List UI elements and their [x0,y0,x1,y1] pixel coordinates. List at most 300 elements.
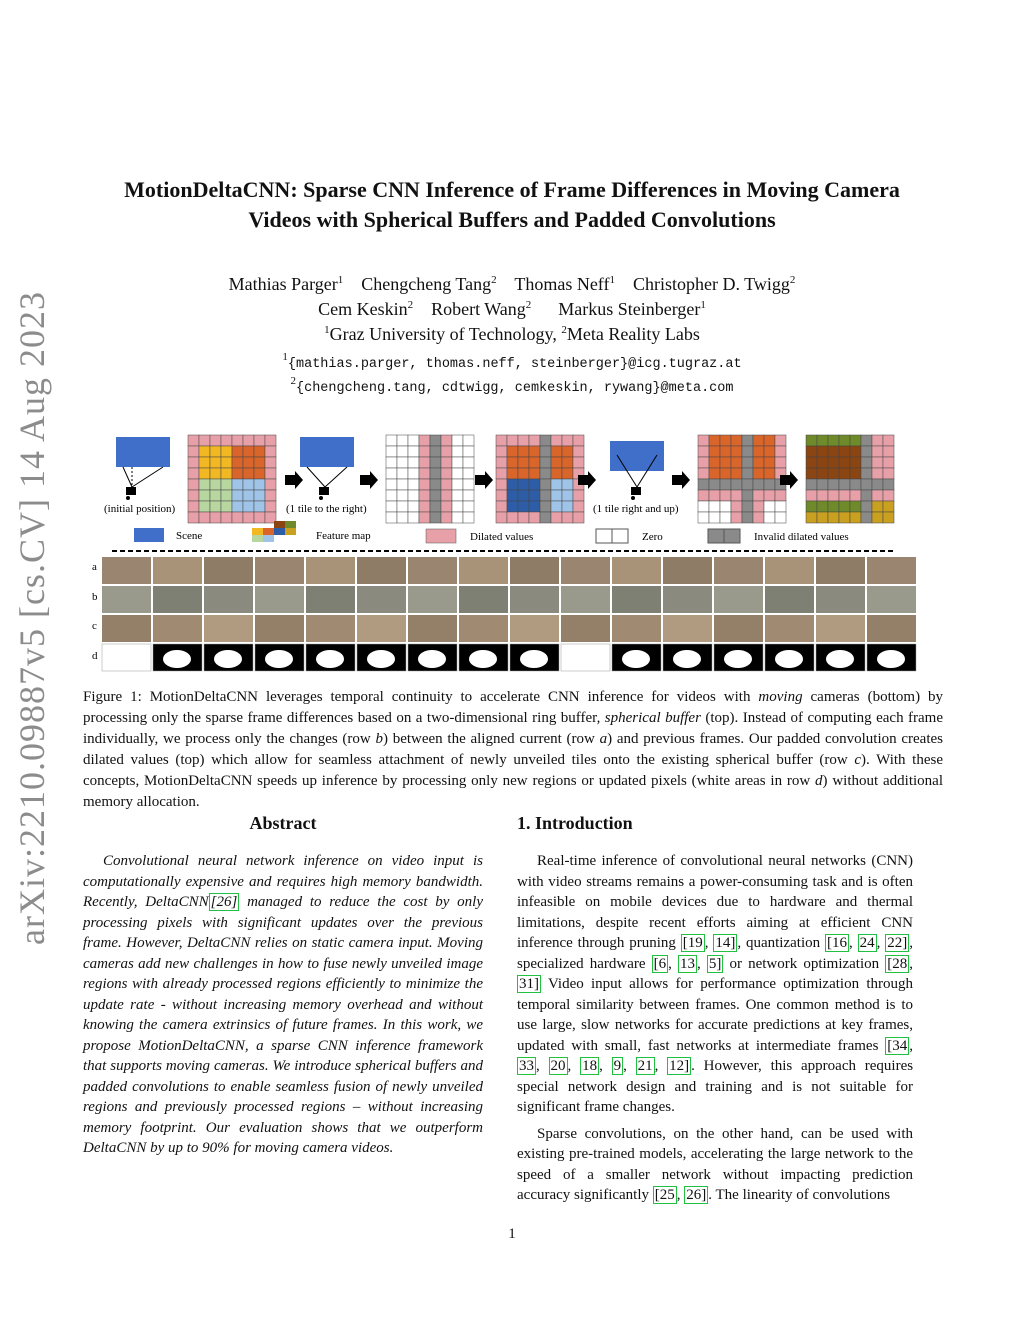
grid-cell [753,490,764,501]
grid-cell [828,479,839,490]
grid-cell [753,446,764,457]
grid-cell [188,446,199,457]
grid-cell [254,479,265,490]
figure-1 [90,425,920,675]
grid-cell [441,490,452,501]
author-sup: 1 [337,274,344,286]
grid-cell [386,501,397,512]
grid-cell [850,512,861,523]
author: Chengcheng Tang [361,274,492,294]
grid-cell [397,435,408,446]
grid-cell [210,479,221,490]
grid-cell [839,435,850,446]
grid-cell [232,512,243,523]
citation-link[interactable]: [34 [887,1037,908,1054]
grid-cell [188,490,199,501]
grid-cell [210,512,221,523]
grid-cell [529,468,540,479]
video-frame [714,586,763,613]
grid-cell [573,446,584,457]
grid-cell [199,435,210,446]
grid-cell [232,490,243,501]
grid-cell [518,490,529,501]
author-sup: 2 [789,274,796,286]
grid-cell [441,479,452,490]
video-frame [153,586,202,613]
grid-cell [452,479,463,490]
author: Markus Steinberger [558,299,701,319]
grid-cell [775,512,786,523]
label-initial: (initial position) [104,503,176,515]
video-frame [510,615,559,642]
citation-link[interactable]: 24 [859,935,875,951]
grid-cell [397,512,408,523]
grid-cell [265,490,276,501]
grid-cell [562,479,573,490]
abstract-text: managed to reduce the cost by only processing pixels with significant updates over the previous frame. However, DeltaCNN relies on static camera input. Moving cameras add new challenges in how to fuse newly unveiled image regions with already processed regions efficiently to minimize the update rate - without increasing memory overhead and without knowing the camera extrinsics of future frames. In this work, we propose MotionDeltaCNN, a sparse CNN inference framework that supports moving cameras. We introduce spherical buffers and padded convolutions to enable seamless fusion of newly unveiled regions and previously processed regions – without increasing memory footprint. Our evaluation shows that we outperform DeltaCNN by up to 90% for moving camera videos. [83,894,484,1156]
video-frame [102,615,151,642]
grid-cell [254,446,265,457]
intro-text: Real-time inference of convolutional neural networks (CNN) with video streams remains a power-consuming task and is often infeasible on mobile devices due to hardware and thermal limitations, despite recent efforts aiming at efficient CNN inference through pruning [517,853,913,951]
caption-emph: b [375,731,383,747]
grid-cell [850,435,861,446]
video-frame [204,586,253,613]
citation-link[interactable]: 33 [519,1058,534,1074]
grid-cell [540,501,551,512]
video-frame [510,557,559,584]
grid-cell [463,512,474,523]
grid-cell [806,457,817,468]
grid-cell [817,501,828,512]
grid-cell [430,512,441,523]
grid-cell [872,490,883,501]
grid-cell [753,512,764,523]
grid-cell [573,501,584,512]
arrow-icon [285,471,303,489]
grid-cell [529,501,540,512]
email-sup: 1 [282,351,288,363]
paper-title [60,175,964,235]
grid-cell [764,490,775,501]
grid-cell [386,490,397,501]
grid-cell [265,435,276,446]
camera-icon [126,487,136,495]
email-sup: 2 [290,375,296,387]
grid-cell [452,490,463,501]
citation-link[interactable]: 31] [519,976,539,992]
grid-cell [463,479,474,490]
affiliations [60,318,964,347]
citation-link[interactable]: [19 [682,935,703,951]
caption-text: cameras (bottom) by processing only the sparse frame differences based on a two-dimensional ring buffer, [83,689,943,726]
grid-cell [408,468,419,479]
grid-cell [254,490,265,501]
grid-cell [463,457,474,468]
grid-cell [698,479,709,490]
grid-cell [496,457,507,468]
grid-cell [883,512,894,523]
grid-cell [806,446,817,457]
grid-cell [199,512,210,523]
grid-cell [872,512,883,523]
grid-cell [775,446,786,457]
citation-link[interactable]: [6 [653,955,667,972]
intro-text: , specialized hardware [517,935,913,972]
grid-cell [210,501,221,512]
grid-cell [221,490,232,501]
grid-cell [540,468,551,479]
citation-link[interactable]: 9 [613,1058,622,1074]
grid-cell [419,468,430,479]
grid-cell [419,446,430,457]
grid-cell [496,435,507,446]
grid-cell [573,435,584,446]
caption-emph: a [599,731,608,747]
legend-scene: Scene [176,530,203,542]
grid-cell [496,446,507,457]
grid-cell [210,490,221,501]
mask-blob [826,650,854,668]
grid-cell [397,501,408,512]
grid-cell [551,468,562,479]
grid-cell [753,457,764,468]
grid-cell [496,468,507,479]
citation-link[interactable]: 22] [887,935,908,951]
grid-cell [265,479,276,490]
intro-text: , quantization [737,935,825,951]
grid-cell [883,446,894,457]
grid-cell [430,446,441,457]
grid-cell [764,479,775,490]
grid-cell [507,457,518,468]
citation-link[interactable]: 5] [708,955,722,972]
video-frame [408,586,457,613]
grid-cell [828,435,839,446]
grid-cell [551,512,562,523]
grid-cell [764,435,775,446]
grid-cell [861,457,872,468]
intro-text: Video input allows for performance optimization through temporal similarity between frames. One common method is to use large, slow networks for accurate predictions at key frames, updated with small, fast networks at intermediate frames [517,976,913,1054]
grid-cell [698,468,709,479]
grid-cell [764,512,775,523]
grid-cell [199,446,210,457]
legend-invalid: Invalid dilated values [754,531,849,543]
grid-cell [507,468,518,479]
grid-cell [861,479,872,490]
video-frame [153,615,202,642]
grid-cell [430,435,441,446]
grid-cell [806,501,817,512]
grid-cell [764,446,775,457]
grid-cell [540,457,551,468]
grid-cell [397,490,408,501]
grid-cell [872,446,883,457]
grid-cell [883,490,894,501]
grid-cell [709,490,720,501]
grid-cell [441,468,452,479]
intro-body: Real-time inference of convolutional neural networks (CNN) with video streams remains a power-consuming task and is often infeasible on mobile devices due to hardware and thermal limitations, despite recent efforts aiming at efficient CNN inference through pruning [19 , 14] , quantization [16 , 24 , 22] , specialized hardware [6 , 13 , 5] or network optimization [28 , 31] Video input allows for performance optimization through temporal similarity between frames. One common method is to use large, slow networks for accurate predictions at key frames, updated with small, fast networks at intermediate frames [34 , 33 , 20 , 18 , 9 , 21 , 12] . However, this approach requires special network design and training and is not suitable for significant frame changes. Sparse convolutions, on the other hand, can be used with existing pre-trained models, accelerating the large network to the speed of a smaller network without impacting prediction accuracy significantly [25 , 26] . The linearity of convolutions [517,853,914,1203]
grid-cell [540,512,551,523]
grid-cell [562,446,573,457]
caption-emph: c [854,752,862,768]
mask-blob [673,650,701,668]
grid-cell [839,512,850,523]
grid-cell [386,457,397,468]
grid-cell [861,512,872,523]
grid-cell [386,479,397,490]
grid-cell [828,468,839,479]
grid-cell [232,457,243,468]
legend-zero: Zero [642,531,663,543]
citation-link[interactable]: 21 [637,1058,653,1074]
feature-grid-4 [698,435,786,523]
row-label-d: d [92,650,98,662]
video-frame [867,557,916,584]
abstract-body [83,851,483,1159]
citation-link[interactable]: [25 [654,1187,675,1203]
citation-link[interactable]: 12] [669,1058,690,1074]
mask-blob [367,650,395,668]
grid-cell [753,435,764,446]
grid-cell [254,435,265,446]
title-line-2: Videos with Spherical Buffers and Padded Convolutions [248,207,776,232]
affiliation-1: Graz University of Technology, [329,324,562,344]
grid-cell [386,435,397,446]
grid-cell [221,446,232,457]
grid-cell [540,446,551,457]
caption-text: ). With these concepts, MotionDeltaCNN speeds up inference by processing only new regions or updated pixels (white areas in row [83,752,943,789]
mask-blob [775,650,803,668]
grid-cell [518,435,529,446]
grid-cell [463,468,474,479]
grid-cell [408,457,419,468]
video-frame [816,615,865,642]
citation-link[interactable]: 14] [715,935,736,951]
mask-frame [102,644,151,671]
grid-cell [551,479,562,490]
grid-cell [496,479,507,490]
author: Cem Keskin [318,299,408,319]
video-frame [765,557,814,584]
grid-cell [753,468,764,479]
citation-link[interactable]: 18 [582,1058,598,1074]
page-number: 1 [508,1226,516,1242]
grid-cell [254,512,265,523]
grid-cell [753,479,764,490]
grid-cell [243,501,254,512]
feature-grid-1 [188,435,276,523]
grid-cell [452,512,463,523]
mask-blob [418,650,446,668]
grid-cell [254,468,265,479]
citation-link[interactable]: [26] [210,894,238,910]
citation-link[interactable]: 26] [686,1187,707,1203]
grid-cell [188,479,199,490]
grid-cell [742,490,753,501]
grid-cell [441,457,452,468]
grid-cell [562,468,573,479]
grid-cell [872,468,883,479]
grid-cell [861,468,872,479]
video-frame [459,615,508,642]
feature-grid-3 [496,435,584,523]
video-frame-strip [102,557,916,671]
grid-cell [452,457,463,468]
grid-cell [463,435,474,446]
citation-link[interactable]: [28 [887,955,908,972]
video-frame [765,615,814,642]
intro-text: . The linearity of convolutions [708,1187,891,1203]
aff-sup: 2 [561,324,567,336]
author-sup: 2 [491,274,497,286]
grid-cell [452,435,463,446]
grid-cell [720,490,731,501]
grid-cell [731,512,742,523]
figure-caption [83,687,943,813]
grid-cell [463,490,474,501]
grid-cell [562,512,573,523]
grid-cell [861,501,872,512]
author-sup: 1 [609,274,615,286]
abstract-text: Convolutional neural network inference on video input is computationally expensive and requires high memory bandwidth. Recently, DeltaCNN [83,853,483,910]
grid-cell [850,501,861,512]
grid-cell [518,446,529,457]
grid-cell [463,501,474,512]
grid-cell [883,479,894,490]
grid-cell [221,501,232,512]
grid-cell [199,501,210,512]
author: Christopher D. Twigg [632,274,790,294]
grid-cell [562,490,573,501]
mask-blob [520,650,548,668]
grid-cell [221,435,232,446]
grid-cell [850,490,861,501]
video-frame [357,557,406,584]
grid-cell [828,446,839,457]
grid-cell [551,490,562,501]
grid-cell [883,457,894,468]
grid-cell [408,446,419,457]
grid-cell [817,457,828,468]
grid-cell [731,490,742,501]
scene-right-up [610,441,664,500]
grid-cell [872,501,883,512]
caption-text: ) and previous frames. Our padded convolution creates dilated values (top) which allow for seamless attachment of newly unveiled tiles onto the existing spherical buffer (row [83,731,943,768]
grid-cell [210,435,221,446]
grid-cell [265,457,276,468]
grid-cell [199,457,210,468]
video-frame [816,586,865,613]
mask-blob [163,650,191,668]
grid-cell [232,479,243,490]
grid-cell [720,457,731,468]
caption-text: ) between the aligned current (row [382,731,600,747]
grid-cell [386,468,397,479]
grid-cell [872,435,883,446]
legend-scene-swatch [134,528,164,542]
video-frame [612,615,661,642]
grid-cell [720,446,731,457]
grid-cell [397,446,408,457]
author-sup: 2 [525,299,532,311]
grid-cell [243,435,254,446]
video-frame [306,586,355,613]
grid-cell [817,479,828,490]
grid-cell [452,468,463,479]
grid-cell [254,457,265,468]
video-frame [612,586,661,613]
grid-cell [430,501,441,512]
row-label-b: b [92,591,98,603]
grid-cell [210,457,221,468]
grid-cell [775,457,786,468]
grid-cell [507,512,518,523]
grid-cell [199,479,210,490]
grid-cell [210,468,221,479]
grid-cell [709,446,720,457]
grid-cell [243,457,254,468]
author: Mathias Parger [228,274,338,294]
grid-cell [232,446,243,457]
grid-cell [188,501,199,512]
grid-cell [698,512,709,523]
video-frame [255,557,304,584]
grid-cell [243,512,254,523]
grid-cell [518,468,529,479]
citation-link[interactable]: 13 [680,955,695,972]
citation-link[interactable]: 20 [550,1058,566,1074]
grid-cell [806,512,817,523]
grid-cell [828,501,839,512]
mask-blob [622,650,650,668]
grid-cell [529,457,540,468]
legend-dilated: Dilated values [470,531,534,543]
grid-cell [529,479,540,490]
grid-cell [243,479,254,490]
grid-cell [221,512,232,523]
grid-cell [507,501,518,512]
grid-cell [709,457,720,468]
grid-cell [419,457,430,468]
video-frame [663,586,712,613]
grid-cell [199,490,210,501]
grid-cell [817,490,828,501]
grid-cell [850,479,861,490]
caption-emph: spherical buffer [604,710,701,726]
grid-cell [551,501,562,512]
abstract-heading: Abstract [249,813,317,833]
grid-cell [742,446,753,457]
video-frame [306,615,355,642]
grid-cell [232,501,243,512]
citation-link[interactable]: [16 [827,935,847,951]
grid-cell [419,490,430,501]
grid-cell [861,435,872,446]
grid-cell [199,468,210,479]
video-frame [255,615,304,642]
grid-cell [742,468,753,479]
grid-cell [441,446,452,457]
video-frame [459,557,508,584]
feature-grid-5 [806,435,894,523]
grid-cell [731,479,742,490]
grid-cell [883,435,894,446]
grid-cell [463,446,474,457]
label-right-up: (1 tile right and up) [593,503,679,515]
grid-cell [265,501,276,512]
grid-cell [850,468,861,479]
grid-cell [397,479,408,490]
